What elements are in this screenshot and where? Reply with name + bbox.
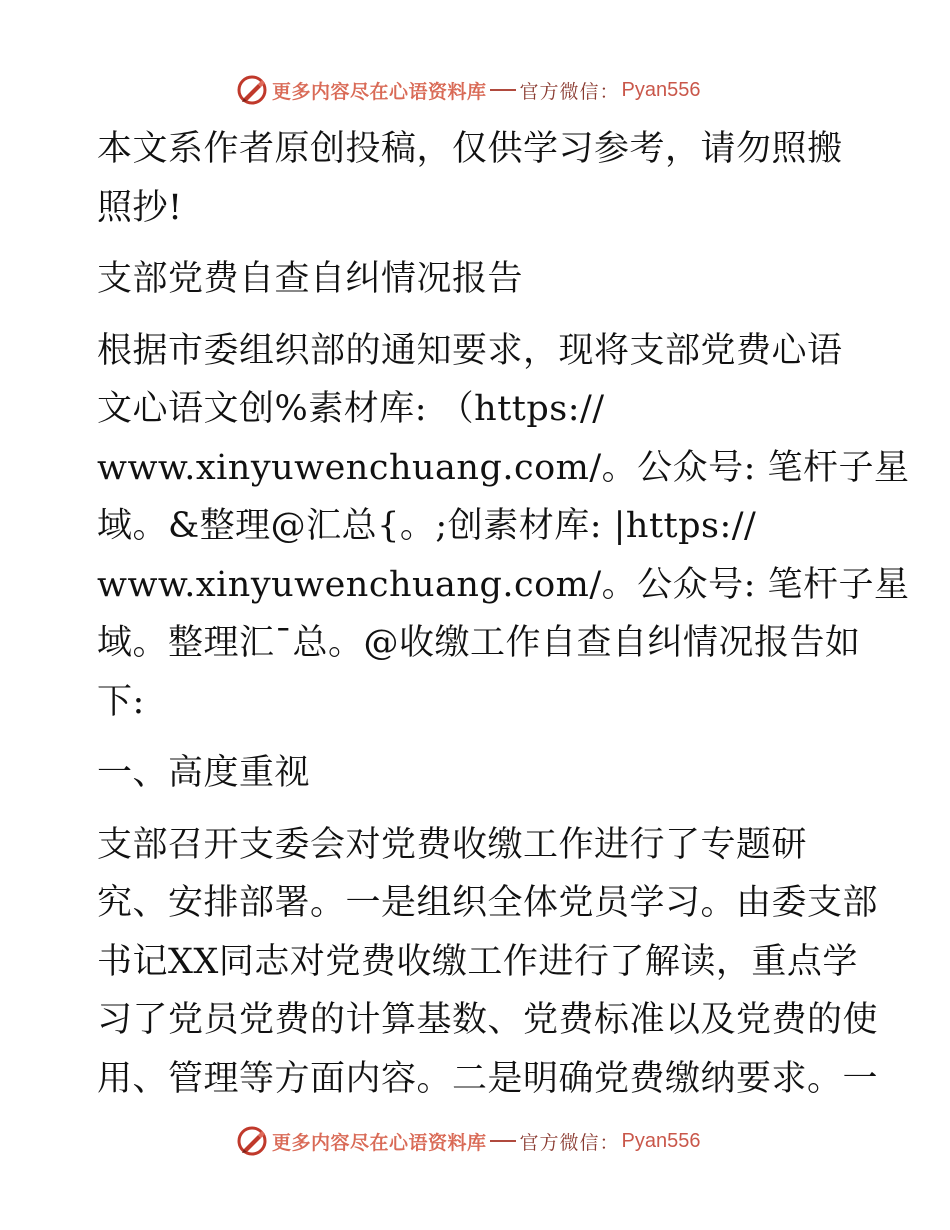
footer-banner (236, 1123, 701, 1159)
notice-line: 照抄! (97, 187, 183, 228)
section-heading-line: 一、高度重视 (97, 753, 311, 793)
notice-line: 本文系作者原创投稿，仅供学习参考，请勿照搬 (97, 129, 843, 169)
section-body-line: 书记XX同志对党费收缴工作进行了解读，重点学 (97, 941, 858, 982)
header-wechat-id: Pyan556 (621, 78, 701, 101)
intro-paragraph (97, 322, 910, 732)
section-heading (97, 744, 867, 803)
section-body-paragraph (97, 816, 879, 1109)
header-promo-text: 更多内容尽在心语资料库 (272, 80, 487, 103)
pen-logo-icon (236, 74, 268, 106)
footer-dash (490, 1140, 516, 1142)
intro-line: 下: (97, 681, 145, 722)
title-line: 支部党费自查自纠情况报告 (97, 259, 524, 299)
intro-line: 文心语文创%素材库: （https:// (97, 389, 605, 429)
intro-line: 域。整理汇¯总。@收缴工作自查自纠情况报告如 (97, 623, 861, 663)
header-official-label: 官方微信： (519, 80, 620, 103)
document-body (97, 120, 910, 1108)
pen-logo-icon (236, 1125, 268, 1157)
footer-promo-text: 更多内容尽在心语资料库 (272, 1131, 487, 1154)
intro-line: 域。&整理@汇总{。;创素材库: |https:// (97, 506, 757, 546)
section-body-line: 支部召开支委会对党费收缴工作进行了专题研 (97, 824, 808, 865)
intro-line: www.xinyuwenchuang.com/。公众号: 笔杆子星 (97, 564, 910, 605)
footer-official-label: 官方微信： (519, 1131, 620, 1154)
document-title (97, 250, 867, 309)
section-body-line: 用、管理等方面内容。二是明确党费缴纳要求。一 (97, 1058, 879, 1099)
section-body-line: 习了党员党费的计算基数、党费标准以及党费的使 (97, 1000, 879, 1040)
header-banner (236, 72, 701, 108)
footer-wechat-id: Pyan556 (621, 1129, 701, 1152)
intro-line: www.xinyuwenchuang.com/。公众号: 笔杆子星 (97, 447, 910, 488)
section-body-line: 究、安排部署。一是组织全体党员学习。由委支部 (97, 883, 879, 923)
intro-line: 根据市委组织部的通知要求，现将支部党费心语 (97, 330, 843, 371)
header-dash (490, 89, 516, 91)
notice-paragraph (97, 120, 867, 237)
